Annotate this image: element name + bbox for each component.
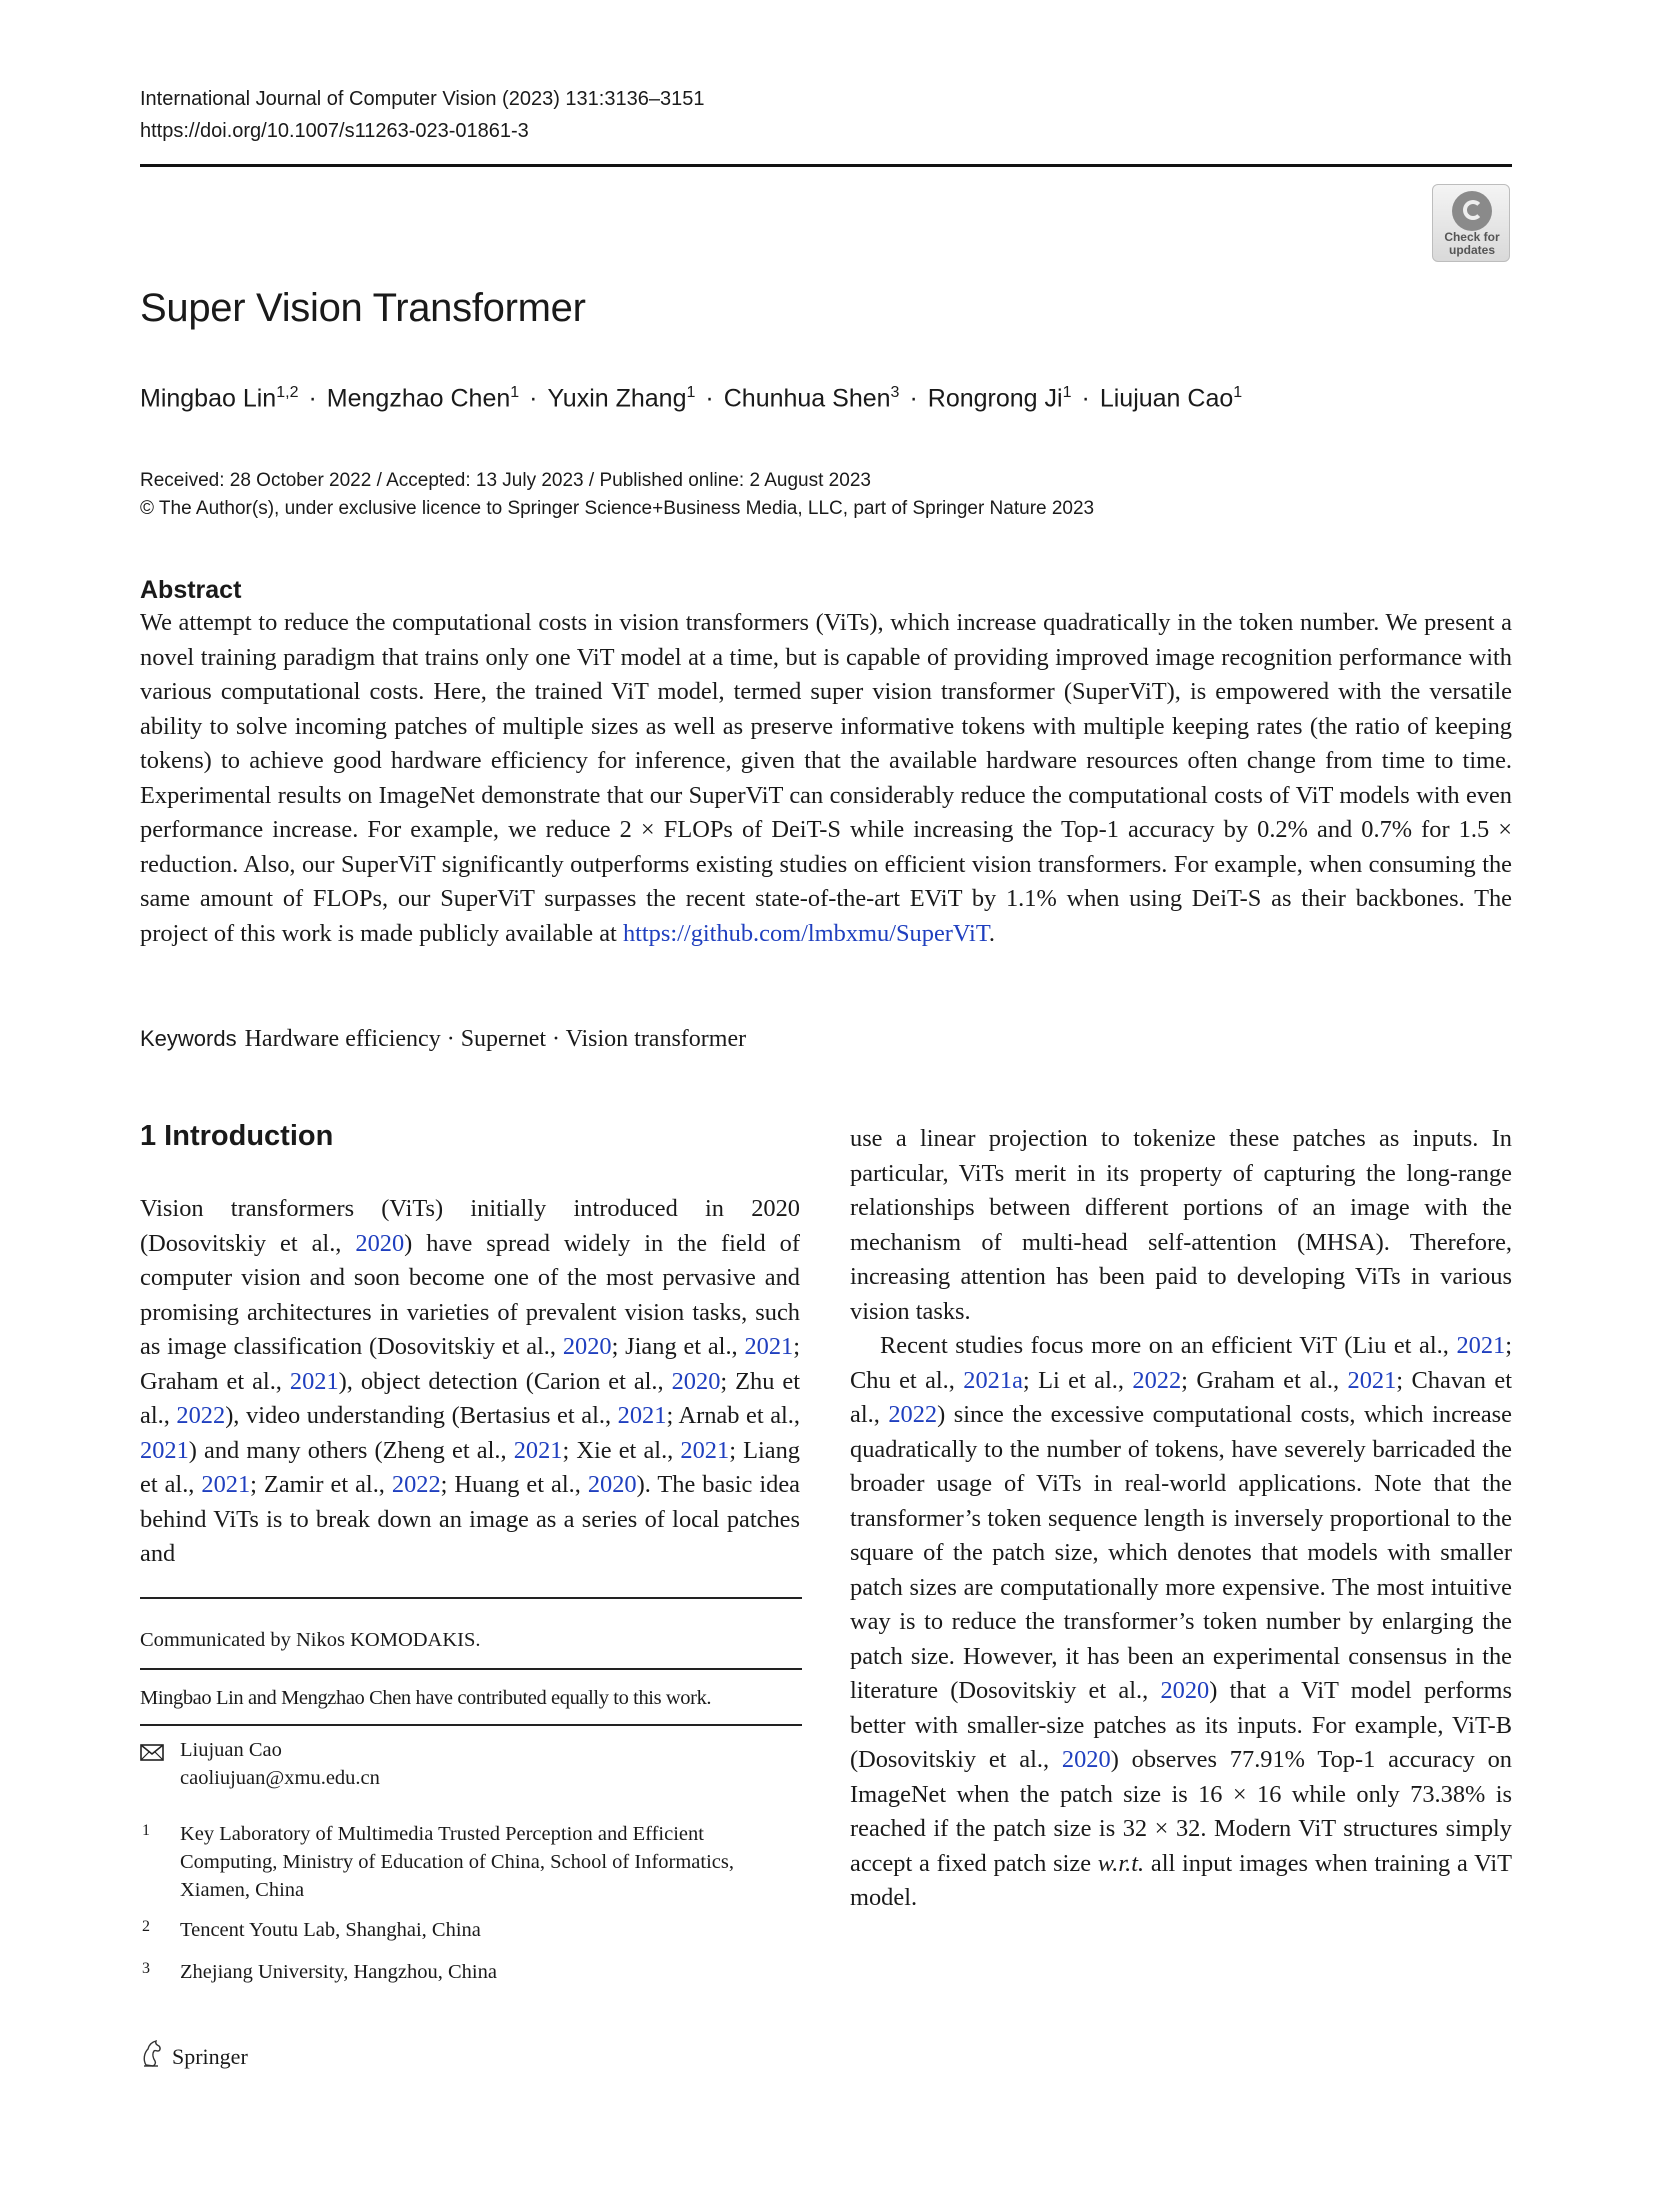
body-text: ; Zhu et al., xyxy=(140,1367,801,1429)
author-name[interactable]: Rongrong Ji xyxy=(927,384,1063,413)
citation-link[interactable]: 2021 xyxy=(140,1436,189,1464)
keyword: Vision transformer xyxy=(565,1026,747,1052)
intro-right-column xyxy=(850,1122,1512,1916)
author-separator: · xyxy=(909,384,918,413)
citation-link[interactable]: 2022 xyxy=(391,1471,441,1498)
body-text: ; Xie et al., xyxy=(562,1436,681,1464)
intro-paragraph-1 xyxy=(140,1192,800,1572)
author-separator: · xyxy=(308,384,317,413)
citation-link[interactable]: 2021 xyxy=(617,1402,667,1429)
body-text: all input images when training a ViT model. xyxy=(850,1849,1512,1911)
citation-link[interactable]: 2022 xyxy=(888,1401,938,1428)
citation-link[interactable]: 2021 xyxy=(201,1471,251,1498)
journal-citation: International Journal of Computer Vision (2023) 131:3136–3151 xyxy=(140,88,705,110)
affiliation-number: 1 xyxy=(142,1822,150,1839)
body-text: ; Liang et al., xyxy=(140,1436,800,1498)
intro-paragraph-1-continued: use a linear projection to tokenize these patches as inputs. In particular, ViTs merit in its property of capturing the long-range relationships between different portions of an image with the mechanism of multi-head self-attention (MHSA). Therefore, increasing attention has been paid to developing ViTs in various vision tasks. xyxy=(850,1125,1512,1325)
author-separator: · xyxy=(705,384,714,413)
body-text: ; Zamir et al., xyxy=(250,1471,392,1498)
citation-link[interactable]: 2021 xyxy=(289,1367,339,1395)
doi-link[interactable]: https://doi.org/10.1007/s11263-023-01861-3 xyxy=(140,120,529,142)
author-name[interactable]: Mingbao Lin xyxy=(140,384,277,413)
body-text: ; Jiang et al., xyxy=(611,1333,745,1360)
corresponding-author-name: Liujuan Cao xyxy=(180,1739,282,1761)
body-text: ) since the excessive computational costs, which increase quadratically to the number of tokens, have severely barricaded the broader usage of ViTs in real-world applications. Note that the transformer’s token sequence length is inversely proportional to the square of the patch size, which denotes that models with smaller patch sizes are computationally more expensive. The most intuitive way is to reduce the transformer’s token number by enlarging the patch size. However, it has been an experimental consensus in the literature (Dosovitskiy et al., xyxy=(850,1401,1512,1704)
author-name[interactable]: Chunhua Shen xyxy=(723,384,891,413)
affiliation-number: 2 xyxy=(142,1918,150,1935)
abstract-body-text: We attempt to reduce the computational costs in vision transformers (ViTs), which increase quadratically in the token number. We present a novel training paradigm that trains only one ViT model at a time, but is capable of providing improved image recognition performance with various computational costs. Here, the trained ViT model, termed super vision transformer (SuperViT), is empowered with the versatile ability to solve incoming patches of multiple sizes as well as preserve informative tokens with multiple keeping rates (the ratio of keeping tokens) to achieve good hardware efficiency for inference, given that the available hardware resources often change from time to time. Experimental results on ImageNet demonstrate that our SuperViT can considerably reduce the computational costs of ViT models with even performance increase. For example, we reduce 2 × FLOPs of DeiT-S while increasing the Top-1 accuracy by 0.2% and 0.7% for 1.5 × reduction. Also, our SuperViT significantly outperforms existing studies on efficient vision transformers. For example, when consuming the same amount of FLOPs, our SuperViT surpasses the recent state-of-the-art EViT by 1.1% when using DeiT-S as their backbones. The project of this work is made publicly available at xyxy=(140,609,1512,947)
publisher-name: Springer xyxy=(172,2044,248,2069)
author-affiliation-marker: 3 xyxy=(890,384,900,401)
body-text: Vision transformers (ViTs) initially introduced in 2020 (Dosovitskiy et al., xyxy=(140,1195,800,1257)
citation-link[interactable]: 2020 xyxy=(587,1471,637,1498)
citation-link[interactable]: 2020 xyxy=(1061,1746,1111,1773)
body-text: ; Graham et al., xyxy=(1181,1366,1348,1394)
corresponding-author-email[interactable]: caoliujuan@xmu.edu.cn xyxy=(180,1767,380,1789)
affiliation-text: Tencent Youtu Lab, Shanghai, China xyxy=(180,1919,481,1941)
body-text: Recent studies focus more on an efficient ViT (Liu et al., xyxy=(880,1332,1457,1359)
footnote-divider xyxy=(140,1668,802,1670)
equal-contribution-note: Mingbao Lin and Mengzhao Chen have contributed equally to this work. xyxy=(140,1687,712,1709)
header-divider xyxy=(140,164,1512,167)
author-affiliation-marker: 1 xyxy=(1233,384,1243,401)
citation-link[interactable]: 2022 xyxy=(1132,1366,1182,1394)
body-text: ; Huang et al., xyxy=(440,1471,588,1498)
intro-left-column xyxy=(140,1192,800,1572)
footnote-divider xyxy=(140,1724,802,1726)
body-text: ; Graham et al., xyxy=(140,1333,801,1395)
author-separator: · xyxy=(1081,384,1090,413)
citation-link[interactable]: 2022 xyxy=(176,1402,226,1429)
affiliation-number: 3 xyxy=(142,1960,150,1977)
body-text: ) have spread widely in the field of computer vision and soon become one of the most pervasive and promising architectures in varieties of prevalent vision tasks, such as image classification (Dosovitskiy et al., xyxy=(140,1229,800,1360)
author-name[interactable]: Yuxin Zhang xyxy=(547,384,687,413)
citation-link[interactable]: 2021 xyxy=(513,1436,563,1464)
crossmark-line2: updates xyxy=(1448,243,1495,257)
communicated-note: Communicated by Nikos KOMODAKIS. xyxy=(140,1629,481,1651)
project-link[interactable]: https://github.com/lmbxmu/SuperViT xyxy=(622,919,989,947)
abstract-text xyxy=(140,606,1512,951)
author-name[interactable]: Liujuan Cao xyxy=(1099,384,1234,413)
intro-paragraph-2 xyxy=(850,1329,1512,1916)
citation-link[interactable]: 2021 xyxy=(1456,1332,1506,1359)
body-text: ; Chavan et al., xyxy=(850,1366,1512,1428)
keywords-label: Keywords xyxy=(140,1026,237,1051)
citation-link[interactable]: 2021 xyxy=(680,1436,730,1464)
crossmark-icon xyxy=(1452,191,1492,231)
paper-title: Super Vision Transformer xyxy=(140,286,586,330)
body-text: ; Chu et al., xyxy=(850,1332,1512,1394)
publication-dates: Received: 28 October 2022 / Accepted: 13 July 2023 / Published online: 2 August 2023 xyxy=(140,470,871,491)
copyright-notice: © The Author(s), under exclusive licence to Springer Science+Business Media, LLC, part of Springer Nature 2023 xyxy=(140,498,1095,519)
check-for-updates-badge[interactable] xyxy=(1432,184,1510,262)
body-text: ) observes 77.91% Top-1 accuracy on ImageNet when the patch size is 16 × 16 while only 73.38% is reached if the patch size is 32 × 32. Modern ViT structures simply accept a fixed patch size xyxy=(850,1746,1512,1877)
abstract-heading: Abstract xyxy=(140,576,242,604)
crossmark-line1: Check for xyxy=(1444,230,1500,244)
section-heading-introduction: 1 Introduction xyxy=(140,1120,334,1152)
author-name[interactable]: Mengzhao Chen xyxy=(326,384,511,413)
body-text: ; Arnab et al., xyxy=(666,1402,801,1429)
body-text: ; Li et al., xyxy=(1022,1366,1133,1394)
body-text: ) that a ViT model performs better with smaller-size patches as its inputs. For example, ViT-B (Dosovitskiy et al., xyxy=(850,1677,1512,1773)
citation-link[interactable]: 2020 xyxy=(1160,1677,1210,1704)
keywords xyxy=(140,1026,746,1053)
author-affiliation-marker: 1,2 xyxy=(276,384,299,401)
author-affiliation-marker: 1 xyxy=(510,384,520,401)
citation-link[interactable]: 2020 xyxy=(355,1229,405,1257)
author-affiliation-marker: 1 xyxy=(686,384,696,401)
citation-link[interactable]: 2021 xyxy=(1347,1366,1397,1394)
springer-horse-icon xyxy=(140,2038,164,2068)
body-text: ) and many others (Zheng et al., xyxy=(188,1436,514,1464)
envelope-icon xyxy=(140,1744,164,1761)
body-text: ), object detection (Carion et al., xyxy=(338,1367,672,1395)
affiliation-text: Key Laboratory of Multimedia Trusted Perception and Efficient Computing, Ministry of Education of China, School of Informatics, Xiamen, China xyxy=(180,1823,735,1901)
affiliation-text: Zhejiang University, Hangzhou, China xyxy=(180,1961,497,1983)
abstract-end: . xyxy=(988,919,996,947)
author-affiliation-marker: 1 xyxy=(1062,384,1072,401)
citation-link[interactable]: 2020 xyxy=(562,1333,612,1360)
citation-link[interactable]: 2021a xyxy=(963,1366,1023,1394)
author-list xyxy=(140,384,1242,413)
body-text: ), video understanding (Bertasius et al., xyxy=(225,1402,618,1429)
italic-text: w.r.t. xyxy=(1097,1849,1145,1877)
keywords-items: Hardware efficiency · Supernet · Vision transformer xyxy=(244,1026,747,1052)
citation-link[interactable]: 2021 xyxy=(744,1333,794,1360)
footnote-divider xyxy=(140,1597,802,1599)
citation-link[interactable]: 2020 xyxy=(671,1367,721,1395)
keyword: Hardware efficiency xyxy=(244,1026,441,1052)
keyword: Supernet xyxy=(460,1026,547,1052)
author-separator: · xyxy=(529,384,538,413)
body-text: ). The basic idea behind ViTs is to break down an image as a series of local patches and xyxy=(140,1471,800,1567)
